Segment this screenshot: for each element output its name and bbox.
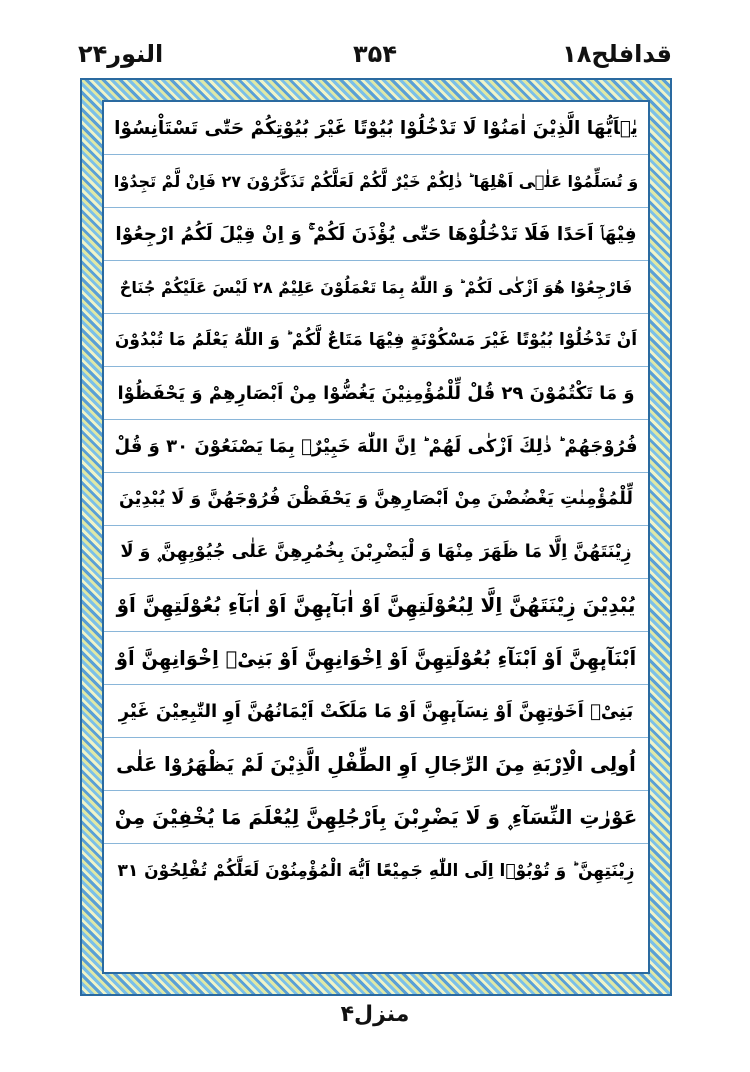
text-line: لِّلْمُؤْمِنٰتِ یَغْضُضْنَ مِنْ اَبْصَارِهِنَّ وَ یَحْفَظْنَ فُرُوْجَهُنَّ وَ لَا یُبْدِیْنَ xyxy=(104,473,648,526)
text-line: وَ تُسَلِّمُوْا عَلٰۤى اَهْلِهَا ؕ ذٰلِكُمْ خَیْرٌ لَّكُمْ لَعَلَّكُمْ تَذَكَّرُوْنَ ۲۷ فَاِنْ لَّمْ تَجِدُوْا xyxy=(104,155,648,208)
quran-text xyxy=(104,102,648,972)
text-line: اَبْنَآىٕهِنَّ اَوْ اَبْنَآءِ بُعُوْلَتِهِنَّ اَوْ اِخْوَانِهِنَّ اَوْ بَنِیْۤ اِخْوَانِهِنَّ اَوْ xyxy=(104,632,648,685)
decorative-border xyxy=(80,78,672,996)
juz-header: قدافلح۱۸ xyxy=(562,40,672,68)
text-line: فَارْجِعُوْا هُوَ اَزْكٰى لَكُمْ ؕ وَ اللّٰهُ بِمَا تَعْمَلُوْنَ عَلِیْمٌ ۲۸ لَیْسَ عَلَیْكُمْ جُنَاحٌ xyxy=(104,261,648,314)
text-line: فِیْهَاۤ اَحَدًا فَلَا تَدْخُلُوْهَا حَتّٰى یُؤْذَنَ لَكُمْ ۚ وَ اِنْ قِیْلَ لَكُمُ ارْجِعُوْا xyxy=(104,208,648,261)
text-line: وَ مَا تَكْتُمُوْنَ ۲۹ قُلْ لِّلْمُؤْمِنِیْنَ یَغُضُّوْا مِنْ اَبْصَارِهِمْ وَ یَحْفَظُوْا xyxy=(104,367,648,420)
text-line: یُبْدِیْنَ زِیْنَتَهُنَّ اِلَّا لِبُعُوْلَتِهِنَّ اَوْ اٰبَآىٕهِنَّ اَوْ اٰبَآءِ بُعُوْلَتِهِنَّ اَوْ xyxy=(104,579,648,632)
text-line: فُرُوْجَهُمْ ؕ ذٰلِكَ اَزْكٰى لَهُمْ ؕ اِنَّ اللّٰهَ خَبِیْرٌۢ بِمَا یَصْنَعُوْنَ ۳۰ وَ قُلْ xyxy=(104,420,648,473)
manzil-footer: منزل۴ xyxy=(340,1002,410,1027)
text-line: یٰۤاَیُّهَا الَّذِیْنَ اٰمَنُوْا لَا تَدْخُلُوْا بُیُوْتًا غَیْرَ بُیُوْتِكُمْ حَتّٰى تَسْتَاْنِسُوْا xyxy=(104,102,648,155)
page-number: ۳۵۴ xyxy=(353,40,397,68)
text-line: عَوْرٰتِ النِّسَآءِ ۪ وَ لَا یَضْرِبْنَ بِاَرْجُلِهِنَّ لِیُعْلَمَ مَا یُخْفِیْنَ مِنْ xyxy=(104,791,648,844)
text-line: اُولِی الْاِرْبَةِ مِنَ الرِّجَالِ اَوِ الطِّفْلِ الَّذِیْنَ لَمْ یَظْهَرُوْا عَلٰى xyxy=(104,738,648,791)
text-line: زِیْنَتَهُنَّ اِلَّا مَا ظَهَرَ مِنْهَا وَ لْیَضْرِبْنَ بِخُمُرِهِنَّ عَلٰى جُیُوْبِهِنَّ ۪ وَ لَا xyxy=(104,526,648,579)
surah-header: النور۲۴ xyxy=(78,40,164,68)
text-line: زِیْنَتِهِنَّ ؕ وَ تُوْبُوْۤا اِلَى اللّٰهِ جَمِیْعًا اَیُّهَ الْمُؤْمِنُوْنَ لَعَلَّكُمْ تُفْلِحُوْنَ ۳۱ xyxy=(117,860,635,881)
text-line: بَنِیْۤ اَخَوٰتِهِنَّ اَوْ نِسَآىٕهِنَّ اَوْ مَا مَلَكَتْ اَیْمَانُهُنَّ اَوِ التّٰبِعِیْنَ غَیْرِ xyxy=(104,685,648,738)
text-line: اَنْ تَدْخُلُوْا بُیُوْتًا غَیْرَ مَسْكُوْنَةٍ فِیْهَا مَتَاعٌ لَّكُمْ ؕ وَ اللّٰهُ یَعْلَمُ مَا تُبْدُوْنَ xyxy=(104,314,648,367)
